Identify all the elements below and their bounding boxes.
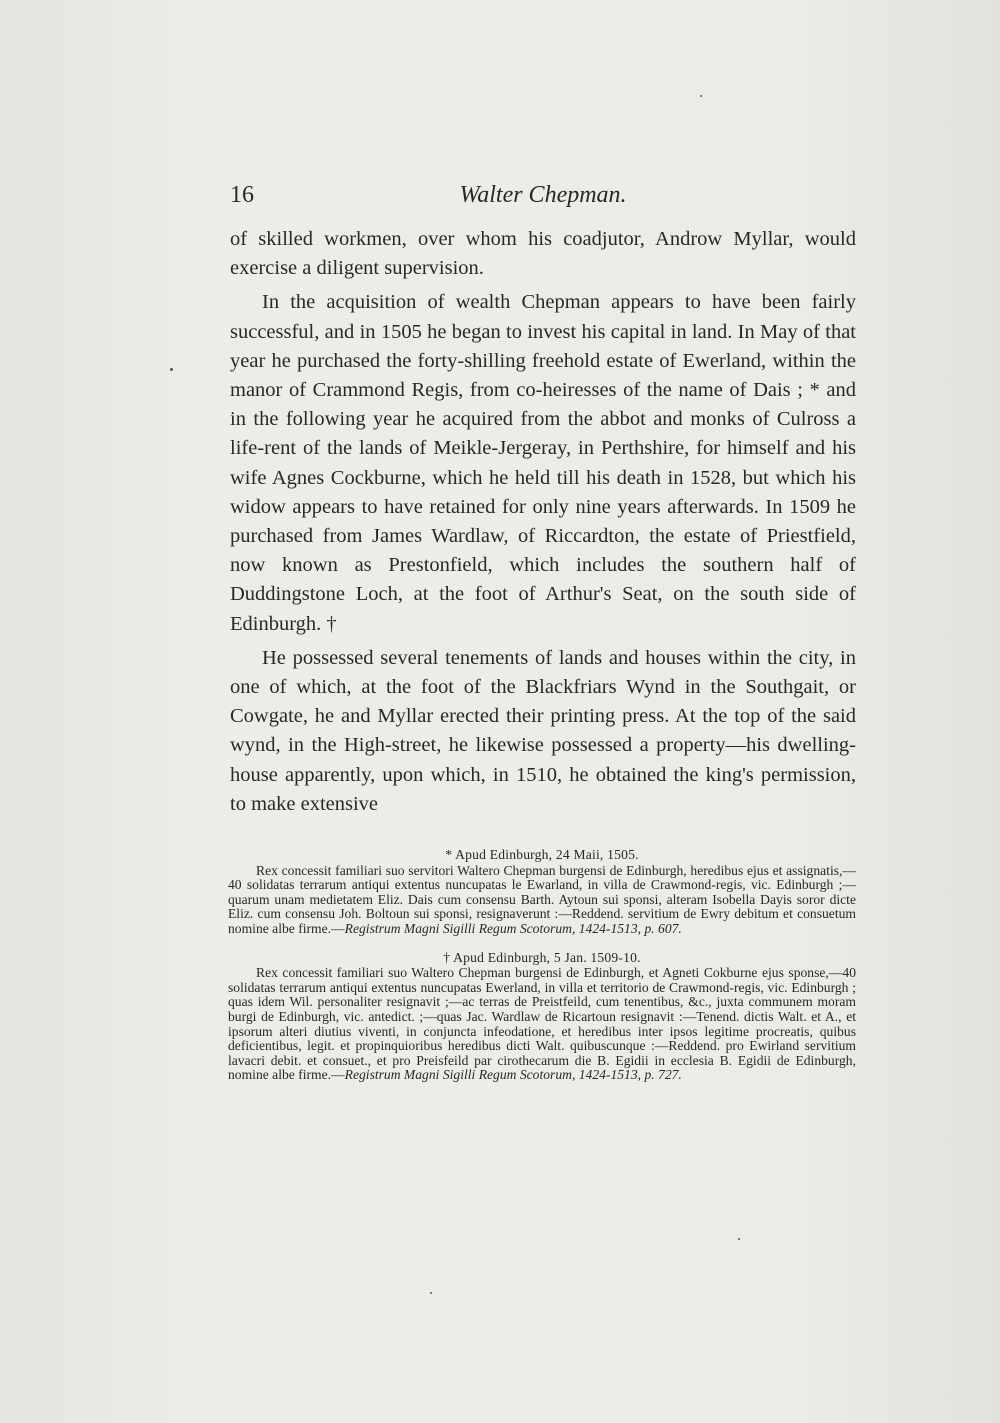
footnote-citation: Registrum Magni Sigilli Regum Scotorum, 1424-1513, p. 727. xyxy=(344,1067,682,1083)
footnote-body xyxy=(228,864,856,937)
footnote-citation: Registrum Magni Sigilli Regum Scotorum, 1424-1513, p. 607. xyxy=(344,920,682,936)
paper-speck xyxy=(700,95,702,97)
running-head xyxy=(230,182,856,218)
footnote-text: Rex concessit familiari suo Waltero Chepman burgensi de Edinburgh, et Agneti Cokburne ejus sponse,—40 solidatas terrarum antiqui extentus nuncupatas Ewerland, in villa et territorio de Crawmond-regis, vic. Edinburgh ; quas idem Wil. personaliter resignavit ;—ac terras de Preistfeild, cum tenentibus, &c., juxta communem moram burgi de Edinburgh, vic. antedict. ;—quas Jac. Wardlaw de Ricartoun resignavit :—Tenend. dictis Walt. et A., et ipsorum alteri diutius viventi, in conjuncta infeodatione, et heredibus inter ipsos legitime procreatis, quibus deficientibus, legit. et propinquioribus heredibus dicti Walt. quibuscunque :—Reddend. pro Ewirland servitium lavacri debit. et consuet., et pro Preisfeild par cirothecarum die B. Egidii in ecclesia B. Egidii de Edinburgh, nomine albe firme.— xyxy=(228,965,856,1083)
running-title: Walter Chepman. xyxy=(459,182,627,208)
paper-speck xyxy=(738,1238,740,1240)
paragraph-1: of skilled workmen, over whom his coadjutor, Androw Myllar, would exercise a diligent supervision. xyxy=(230,228,856,280)
paper-speck xyxy=(430,1292,432,1294)
footnote-text: Rex concessit familiari suo servitori Waltero Chepman burgensi de Edinburgh, heredibus ejus et assignatis,—40 solidatas terrarum antiqui extentus nuncupatas le Ewarland, in villa de Crawmond-regis, vic. Edinburgh ;—quarum unam medietatem Eliz. Dais cum consensu Barth. Aytoun sui sponsi, alteram Isobella Dayis soror dicte Eliz. cum consensu Joh. Boltoun sui sponsi, resignaverunt :—Reddend. servitium de Ewry debitum et consuetum nomine albe firme.— xyxy=(228,862,856,936)
footnote-heading: * Apud Edinburgh, 24 Maii, 1505. xyxy=(445,847,639,862)
paragraph-2: In the acquisition of wealth Chepman appears to have been fairly successful, and in 1505 he began to invest his capital in land. In May of that year he purchased the forty-shilling freehold estate of Ewerland, within the manor of Crammond Regis, from co-heiresses of the name of Dais ; * and in the following year he acquired from the abbot and monks of Culross a life-rent of the lands of Meikle-Jergeray, in Perthshire, for himself and his wife Agnes Cockburne, which he held till his death in 1528, but which his widow appears to have retained for only nine years afterwards. In 1509 he purchased from James Wardlaw, of Riccardton, the estate of Priestfield, now known as Prestonfield, which includes the southern half of Duddingstone Loch, at the foot of Arthur's Seat, on the south side of Edinburgh. † xyxy=(230,291,856,635)
footnote-1 xyxy=(228,848,856,937)
page-number: 16 xyxy=(230,182,254,208)
body-text xyxy=(230,225,856,819)
paragraph-3: He possessed several tenements of lands and houses within the city, in one of which, at the foot of the Blackfriars Wynd in the Southgait, or Cowgate, he and Myllar erected their printing press. At the top of the said wynd, in the High-street, he likewise possessed a property—his dwelling-house apparently, upon which, in 1510, he obtained the king's permission, to make extensive xyxy=(230,646,856,815)
footnote-heading: † Apud Edinburgh, 5 Jan. 1509-10. xyxy=(443,949,641,965)
footnote-2 xyxy=(228,951,856,1083)
paper-speck xyxy=(170,368,173,371)
footnote-body xyxy=(228,966,856,1083)
footnotes xyxy=(228,848,856,1097)
